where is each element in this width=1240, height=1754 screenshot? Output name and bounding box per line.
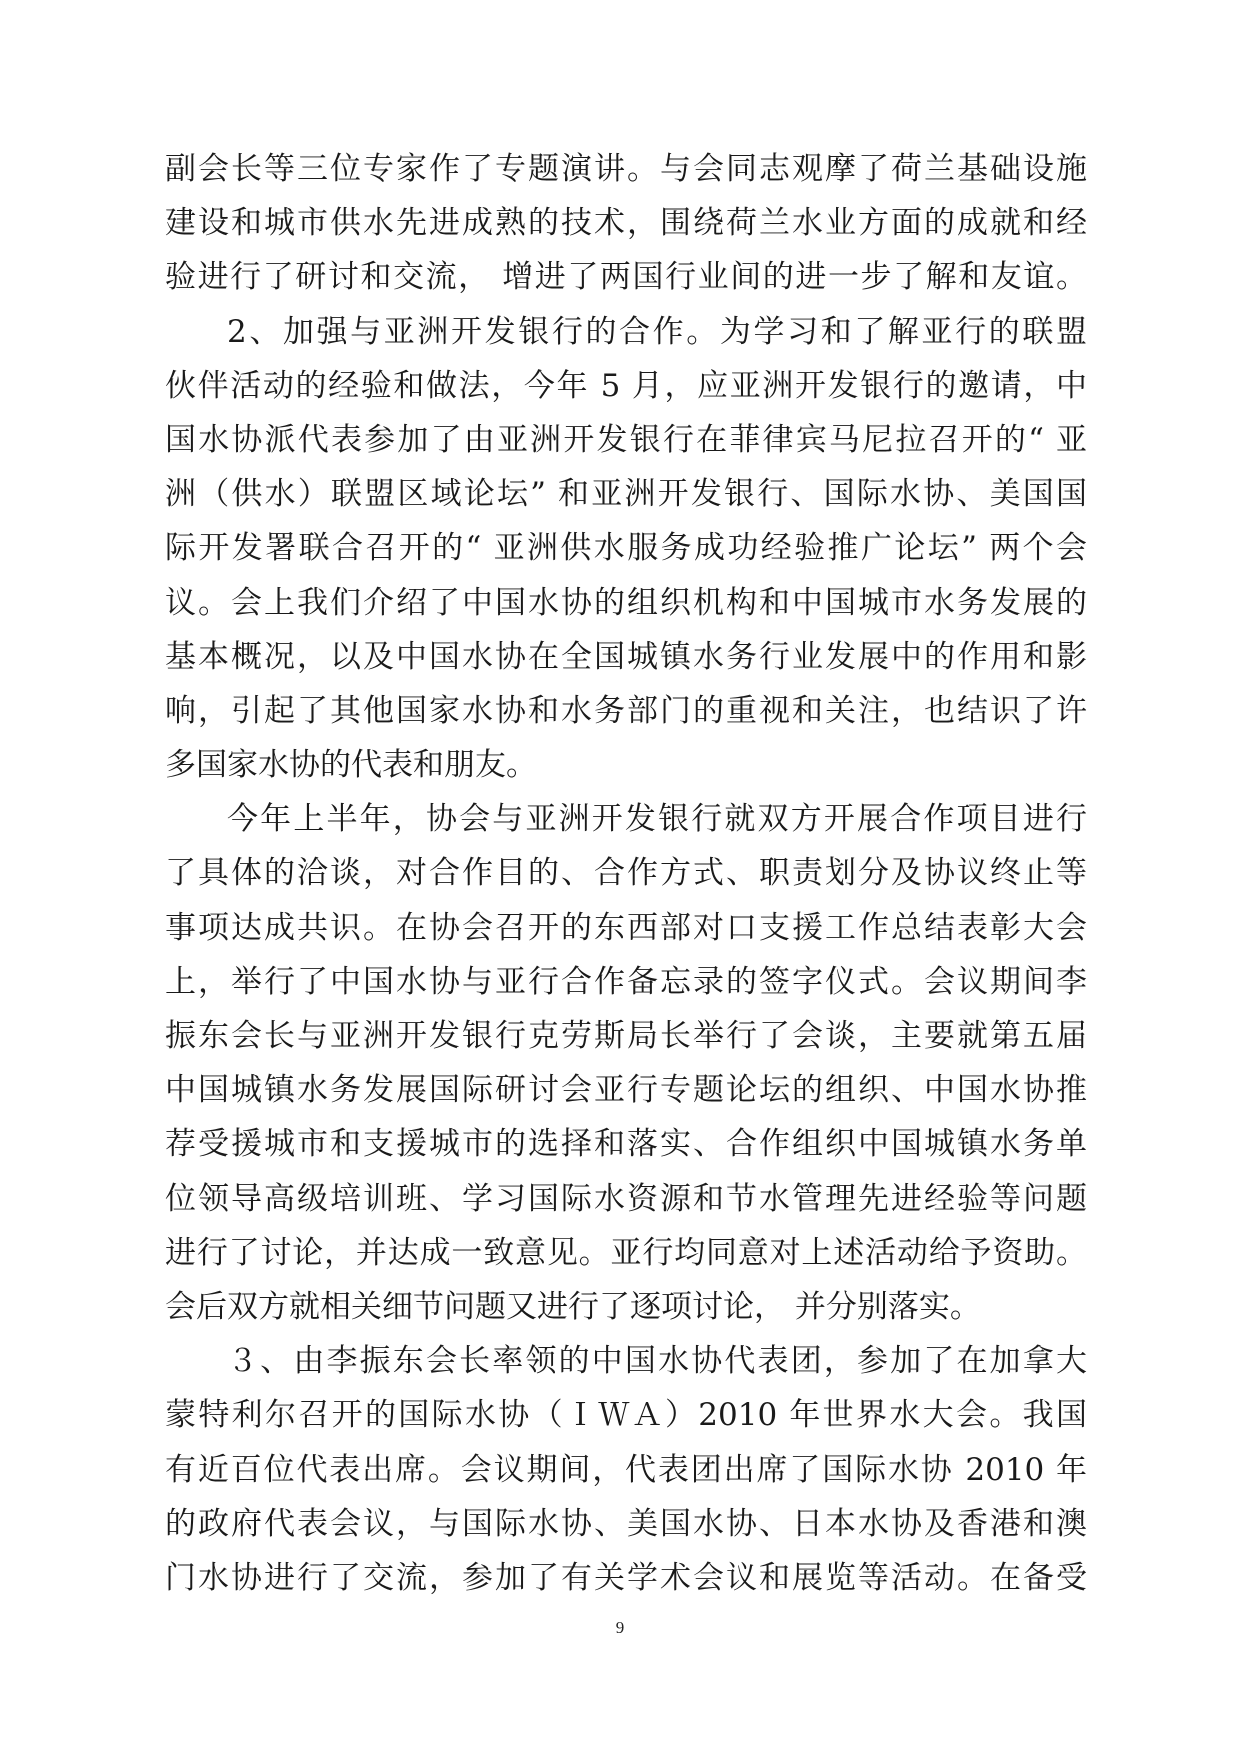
text-line: 验进行了研讨和交流， 增进了两国行业间的进一步了解和友谊。	[165, 259, 1087, 296]
text-line: 门水协进行了交流，参加了有关学术会议和展览等活动。在备受	[165, 1559, 1087, 1596]
text-line: 基本概况，以及中国水协在全国城镇水务行业发展中的作用和影	[165, 638, 1087, 675]
text-line: 多国家水协的代表和朋友。	[165, 747, 537, 784]
text-line: 中国城镇水务发展国际研讨会亚行专题论坛的组织、中国水协推	[165, 1072, 1087, 1109]
text-line: 建设和城市供水先进成熟的技术，围绕荷兰水业方面的成就和经	[165, 205, 1087, 242]
text-line: 国水协派代表参加了由亚洲开发银行在菲律宾马尼拉召开的“ 亚	[165, 421, 1087, 458]
text-line: 事项达成共识。在协会召开的东西部对口支援工作总结表彰大会	[165, 909, 1087, 946]
body-text	[165, 142, 1087, 1605]
text-line: 议。会上我们介绍了中国水协的组织机构和中国城市水务发展的	[165, 584, 1087, 621]
text-line: 位领导高级培训班、学习国际水资源和节水管理先进经验等问题	[165, 1180, 1087, 1217]
text-line: 振东会长与亚洲开发银行克劳斯局长举行了会谈，主要就第五届	[165, 1018, 1087, 1054]
text-line: 上，举行了中国水协与亚行合作备忘录的签字仪式。会议期间李	[165, 963, 1087, 1000]
text-line: 进行了讨论，并达成一致意见。亚行均同意对上述活动给予资助。	[165, 1234, 1087, 1271]
text-line: 蒙特利尔召开的国际水协（ＩＷＡ）2010 年世界水大会。我国	[165, 1397, 1087, 1434]
text-line: 伙伴活动的经验和做法，今年 5 月，应亚洲开发银行的邀请，中	[165, 367, 1087, 404]
text-line: 际开发署联合召开的“ 亚洲供水服务成功经验推广论坛” 两个会	[165, 530, 1087, 567]
text-line: 的政府代表会议，与国际水协、美国水协、日本水协及香港和澳	[165, 1505, 1087, 1542]
text-line: 2、加强与亚洲开发银行的合作。为学习和了解亚行的联盟	[227, 313, 1087, 350]
text-line: 有近百位代表出席。会议期间，代表团出席了国际水协 2010 年	[165, 1451, 1087, 1488]
text-line: 副会长等三位专家作了专题演讲。与会同志观摩了荷兰基础设施	[165, 151, 1087, 187]
text-line: 会后双方就相关细节问题又进行了逐项讨论， 并分别落实。	[165, 1288, 981, 1325]
text-line: 了具体的洽谈，对合作目的、合作方式、职责划分及协议终止等	[165, 855, 1087, 892]
page-number: 9	[615, 1618, 625, 1637]
text-line: ３、由李振东会长率领的中国水协代表团，参加了在加拿大	[227, 1343, 1087, 1380]
text-line: 荐受援城市和支援城市的选择和落实、合作组织中国城镇水务单	[165, 1126, 1087, 1163]
text-line: 洲（供水）联盟区域论坛” 和亚洲开发银行、国际水协、美国国	[165, 476, 1087, 513]
text-line: 响，引起了其他国家水协和水务部门的重视和关注，也结识了许	[165, 692, 1087, 729]
text-line: 今年上半年，协会与亚洲开发银行就双方开展合作项目进行	[227, 801, 1087, 838]
